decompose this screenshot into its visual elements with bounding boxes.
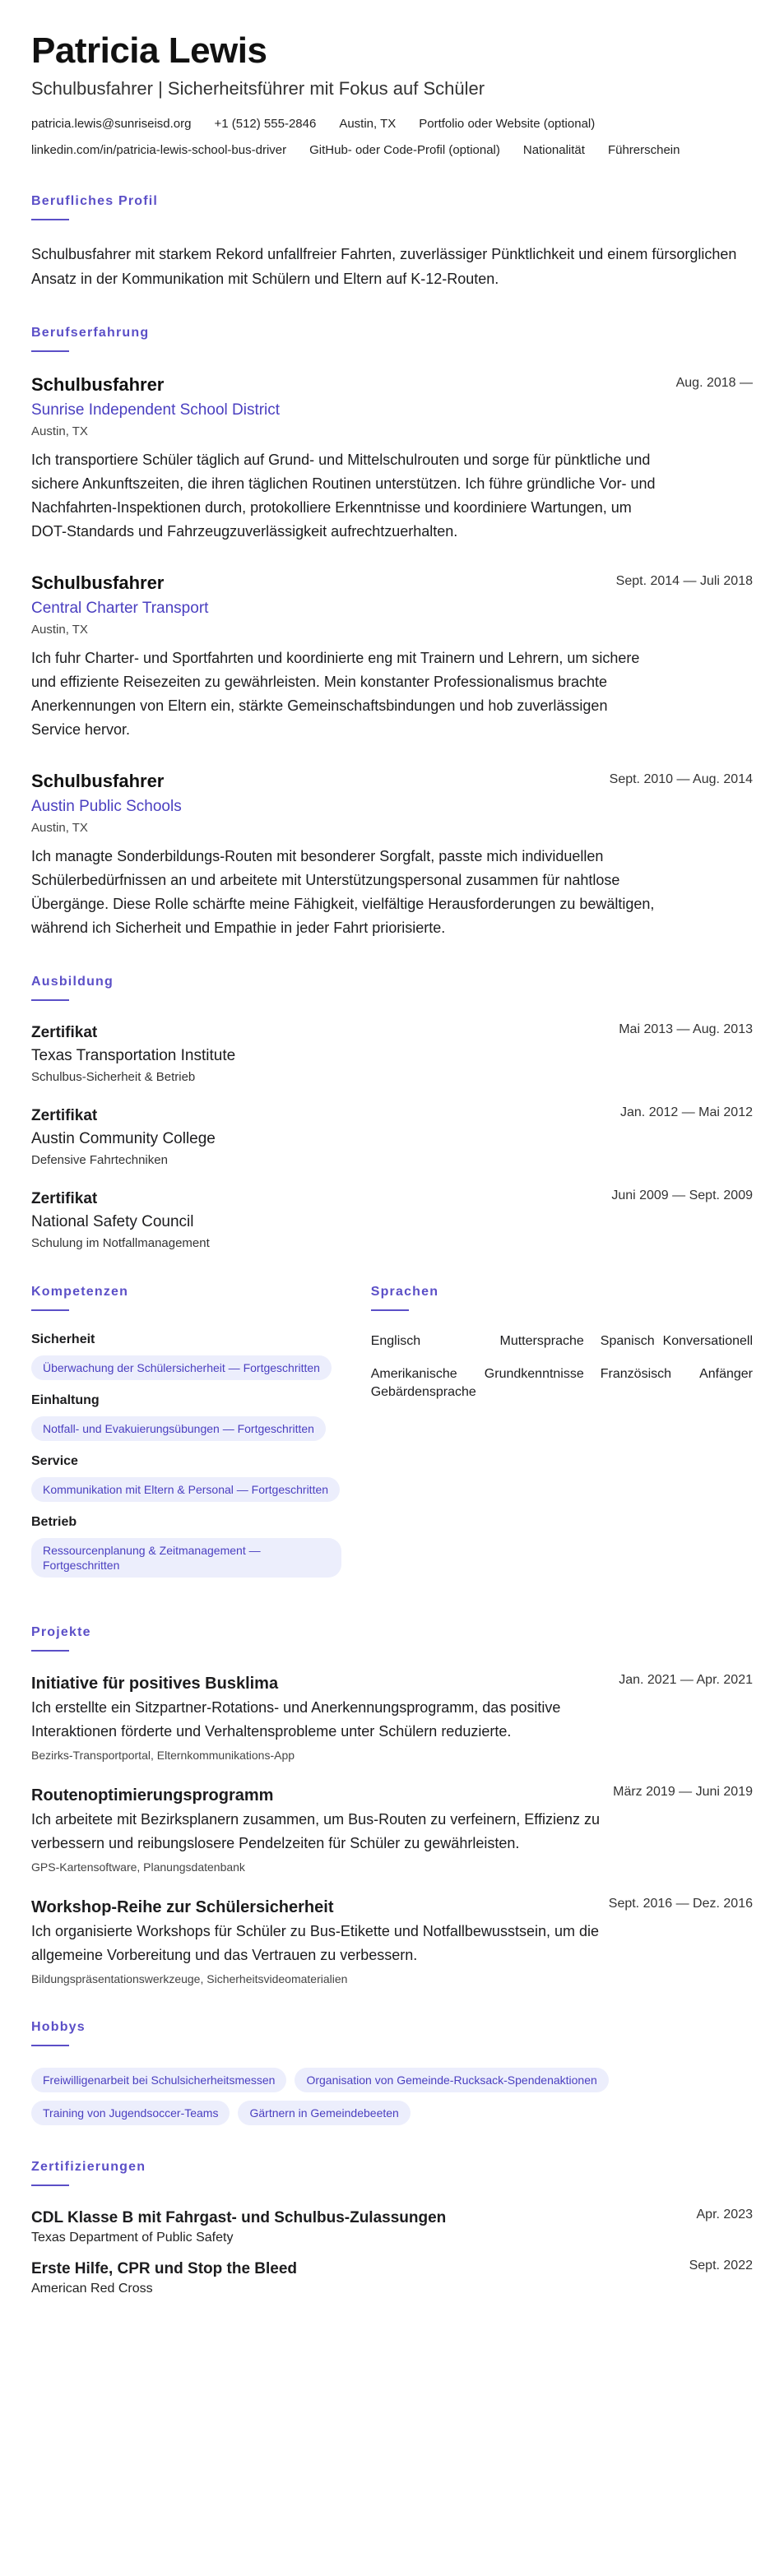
project-tools: GPS-Kartensoftware, Planungsdatenbank bbox=[31, 1860, 245, 1874]
project-dates: März 2019 — Juni 2019 bbox=[613, 1785, 753, 1799]
project-description: Ich erstellte ein Sitzpartner-Rotations- und Anerkennungsprogramm, das positive Interaktionen förderte und Verhaltensprobleme unter Schülern reduzierte. bbox=[31, 1699, 561, 1740]
project-tools: Bezirks-Transportportal, Elternkommunikations-App bbox=[31, 1749, 295, 1762]
job-entry bbox=[31, 373, 753, 544]
section-title: Sprachen bbox=[370, 1285, 439, 1299]
job-title: Schulbusfahrer bbox=[31, 771, 165, 791]
job-company: Central Charter Transport bbox=[31, 600, 209, 617]
job-company: Austin Public Schools bbox=[31, 798, 182, 815]
skill-group bbox=[31, 1393, 341, 1441]
language-list bbox=[371, 1332, 753, 1402]
job-location: Austin, TX bbox=[31, 623, 88, 637]
certification-date: Sept. 2022 bbox=[689, 2259, 753, 2273]
section-divider bbox=[371, 1309, 409, 1311]
section-title: Kompetenzen bbox=[31, 1285, 129, 1299]
skill-pill: Ressourcenplanung & Zeitmanagement — Fortgeschritten bbox=[31, 1538, 341, 1578]
education-degree: Zertifikat bbox=[31, 1190, 98, 1207]
section-title: Hobbys bbox=[31, 2020, 86, 2034]
skill-group-name: Betrieb bbox=[31, 1515, 77, 1529]
skills-section bbox=[31, 1285, 341, 1591]
section-divider bbox=[31, 350, 69, 352]
education-degree: Zertifikat bbox=[31, 1107, 98, 1124]
section-title: Projekte bbox=[31, 1625, 91, 1639]
language-level: Konversationell bbox=[662, 1334, 753, 1348]
section-title: Ausbildung bbox=[31, 975, 114, 989]
project-entry bbox=[31, 1673, 753, 1762]
skill-group-name: Service bbox=[31, 1454, 78, 1468]
language-level: Muttersprache bbox=[499, 1334, 584, 1348]
job-entry bbox=[31, 770, 753, 940]
contact-portfolio[interactable]: Portfolio oder Website (optional) bbox=[419, 117, 596, 131]
project-description: Ich arbeitete mit Bezirksplanern zusammen, um Bus-Routen zu verfeinern, Effizienz zu verbessern und reibungslosere Pendelzeiten für Schüler zu gewährleisten. bbox=[31, 1811, 600, 1851]
project-entry bbox=[31, 1785, 753, 1874]
education-dates: Mai 2013 — Aug. 2013 bbox=[619, 1022, 753, 1036]
languages-section bbox=[371, 1285, 753, 1591]
job-company: Sunrise Independent School District bbox=[31, 401, 281, 419]
profile-section bbox=[31, 194, 753, 291]
hobbies-section bbox=[31, 2020, 753, 2125]
job-dates: Aug. 2018 — bbox=[675, 376, 753, 390]
job-title: Schulbusfahrer bbox=[31, 572, 165, 593]
project-tools: Bildungspräsentationswerkzeuge, Sicherheitsvideomaterialien bbox=[31, 1972, 348, 1985]
education-entry bbox=[31, 1105, 753, 1167]
section-divider bbox=[31, 2185, 69, 2186]
job-location: Austin, TX bbox=[31, 424, 88, 438]
contact-phone[interactable]: +1 (512) 555-2846 bbox=[214, 117, 317, 131]
candidate-headline: Schulbusfahrer | Sicherheitsführer mit Fokus auf Schüler bbox=[31, 78, 485, 99]
job-title: Schulbusfahrer bbox=[31, 374, 165, 395]
project-dates: Jan. 2021 — Apr. 2021 bbox=[619, 1673, 753, 1687]
certification-name: CDL Klasse B mit Fahrgast- und Schulbus-Zulassungen bbox=[31, 2209, 447, 2226]
candidate-name: Patricia Lewis bbox=[31, 30, 267, 71]
job-location: Austin, TX bbox=[31, 821, 88, 835]
section-divider bbox=[31, 1650, 69, 1652]
language-item bbox=[371, 1365, 584, 1402]
resume-header bbox=[31, 30, 753, 160]
section-title: Berufliches Profil bbox=[31, 194, 159, 208]
project-name: Routenoptimierungsprogramm bbox=[31, 1786, 274, 1805]
skill-group-name: Sicherheit bbox=[31, 1332, 95, 1346]
job-dates: Sept. 2014 — Juli 2018 bbox=[615, 574, 753, 588]
job-dates: Sept. 2010 — Aug. 2014 bbox=[609, 772, 753, 786]
skill-pill: Notfall- und Evakuierungsübungen — Fortgeschritten bbox=[31, 1416, 326, 1441]
certification-entry bbox=[31, 2208, 753, 2245]
language-item bbox=[371, 1332, 584, 1351]
language-name: Spanisch bbox=[600, 1334, 655, 1348]
skill-group bbox=[31, 1454, 341, 1502]
section-title: Berufserfahrung bbox=[31, 326, 150, 340]
language-name: Amerikanische Gebärdensprache bbox=[370, 1367, 476, 1399]
skill-group-name: Einhaltung bbox=[31, 1393, 100, 1407]
project-name: Workshop-Reihe zur Schülersicherheit bbox=[31, 1898, 334, 1916]
section-divider bbox=[31, 1309, 69, 1311]
skill-pill: Kommunikation mit Eltern & Personal — Fortgeschritten bbox=[31, 1477, 340, 1502]
job-description: Ich transportiere Schüler täglich auf Grund- und Mittelschulrouten und sorge für pünktliche und sichere Ankunftszeiten, die ihren täglichen Routinen unterstützen. Ich führe gründliche Vor- und Nachfahrten-Inspektionen durch, protokolliere Erkenntnisse und koordiniere Wartungen, um DOT-Standards und Fahrzeugzuverlässigkeit aufrechtzuerhalten. bbox=[31, 452, 656, 540]
hobby-pill: Freiwilligenarbeit bei Schulsicherheitsmessen bbox=[31, 2068, 286, 2092]
contact-nationality: Nationalität bbox=[522, 143, 585, 157]
contact-location: Austin, TX bbox=[339, 117, 397, 131]
language-level: Grundkenntnisse bbox=[484, 1367, 584, 1381]
education-school: National Safety Council bbox=[31, 1213, 194, 1230]
contact-list bbox=[31, 115, 753, 160]
education-school: Austin Community College bbox=[31, 1130, 216, 1147]
skill-group bbox=[31, 1515, 341, 1578]
education-field: Defensive Fahrtechniken bbox=[31, 1153, 168, 1167]
section-divider bbox=[31, 2045, 69, 2046]
section-divider bbox=[31, 219, 69, 220]
skill-pill: Überwachung der Schülersicherheit — Fortgeschritten bbox=[31, 1355, 332, 1380]
project-description: Ich organisierte Workshops für Schüler zu Bus-Etikette und Notfallbewusstsein, um die allgemeine Vorbereitung und das Vertrauen zu verbessern. bbox=[31, 1923, 599, 1963]
education-dates: Juni 2009 — Sept. 2009 bbox=[611, 1188, 753, 1202]
education-section bbox=[31, 975, 753, 1250]
hobby-pill: Training von Jugendsoccer-Teams bbox=[31, 2101, 230, 2125]
education-field: Schulung im Notfallmanagement bbox=[31, 1236, 210, 1250]
education-school: Texas Transportation Institute bbox=[31, 1047, 236, 1064]
projects-section bbox=[31, 1625, 753, 1985]
language-name: Französisch bbox=[600, 1367, 672, 1381]
profile-text: Schulbusfahrer mit starkem Rekord unfallfreier Fahrten, zuverlässiger Pünktlichkeit und einem fürsorglichen Ansatz in der Kommunikation mit Schülern und Eltern auf K-12-Routen. bbox=[31, 246, 737, 287]
contact-github[interactable]: GitHub- oder Code-Profil (optional) bbox=[309, 143, 500, 157]
project-dates: Sept. 2016 — Dez. 2016 bbox=[608, 1897, 753, 1911]
education-entry bbox=[31, 1188, 753, 1250]
experience-section bbox=[31, 326, 753, 940]
education-dates: Jan. 2012 — Mai 2012 bbox=[620, 1105, 753, 1119]
certifications-section bbox=[31, 2160, 753, 2296]
language-level: Anfänger bbox=[699, 1367, 753, 1381]
skill-group bbox=[31, 1332, 341, 1380]
contact-linkedin[interactable]: linkedin.com/in/patricia-lewis-school-bus-driver bbox=[31, 143, 287, 157]
certification-issuer: Texas Department of Public Safety bbox=[31, 2231, 234, 2245]
job-description: Ich fuhr Charter- und Sportfahrten und koordinierte eng mit Trainern und Lehrern, um sichere und effiziente Reisezeiten zu gewährleisten. Mein konstanter Professionalismus brachte Anerkennungen von Eltern ein, stärkte Gemeinschaftsbindungen und hob zuverlässigen Service hervor. bbox=[31, 650, 640, 738]
certification-date: Apr. 2023 bbox=[696, 2208, 753, 2222]
job-description: Ich managte Sonderbildungs-Routen mit besonderer Sorgfalt, passte mich individuellen Schülerbedürfnissen an und arbeitete mit Unterstützungspersonal zusammen für nahtlose Übergänge. Diese Rolle schärfte meine Fähigkeit, vielfältige Herausforderungen zu bewältigen, während ich Sicherheit und Empathie in jeder Fahrt priorisierte. bbox=[31, 848, 655, 936]
education-entry bbox=[31, 1022, 753, 1084]
job-entry bbox=[31, 572, 753, 742]
contact-license: Führerschein bbox=[607, 143, 680, 157]
certification-entry bbox=[31, 2259, 753, 2296]
certification-name: Erste Hilfe, CPR und Stop the Bleed bbox=[31, 2260, 298, 2277]
section-title: Zertifizierungen bbox=[31, 2160, 146, 2174]
section-divider bbox=[31, 999, 69, 1001]
project-name: Initiative für positives Busklima bbox=[31, 1675, 279, 1693]
hobby-pill: Gärtnern in Gemeindebeeten bbox=[238, 2101, 410, 2125]
hobby-pill: Organisation von Gemeinde-Rucksack-Spendenaktionen bbox=[295, 2068, 608, 2092]
education-degree: Zertifikat bbox=[31, 1024, 98, 1041]
education-field: Schulbus-Sicherheit & Betrieb bbox=[31, 1070, 196, 1084]
certification-issuer: American Red Cross bbox=[31, 2282, 153, 2296]
hobby-list bbox=[31, 2068, 706, 2125]
skills-languages-row bbox=[31, 1285, 753, 1591]
project-entry bbox=[31, 1897, 753, 1985]
contact-email[interactable]: patricia.lewis@sunriseisd.org bbox=[31, 117, 192, 131]
language-item bbox=[601, 1365, 753, 1402]
language-item bbox=[601, 1332, 753, 1351]
language-name: Englisch bbox=[370, 1334, 421, 1348]
